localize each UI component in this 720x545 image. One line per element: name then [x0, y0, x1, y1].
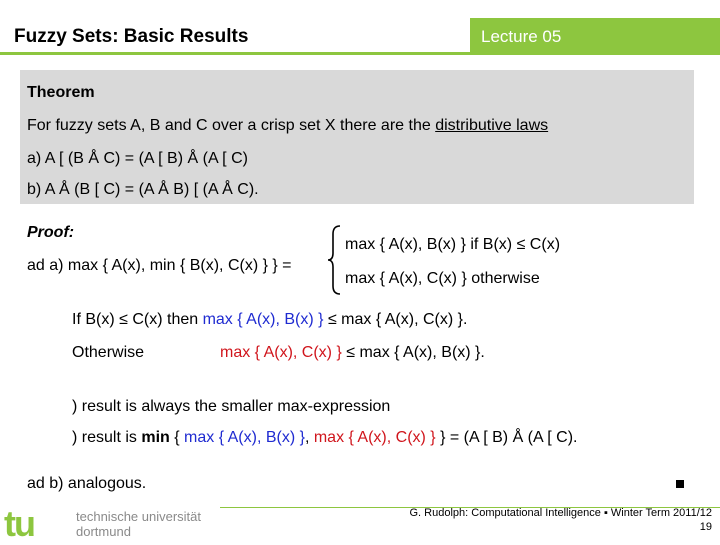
result-prefix: ) result is: [72, 429, 142, 446]
case-1: max { A(x), B(x) } if B(x) ≤ C(x): [345, 236, 561, 253]
otherwise-suffix: ≤ max { A(x), B(x) }.: [341, 344, 485, 361]
otherwise-label: Otherwise: [72, 344, 145, 361]
result-suffix: } = (A [ B) Å (A [ C).: [435, 429, 578, 446]
otherwise-line: [220, 344, 485, 362]
theorem-statement: [27, 117, 548, 135]
result-blue-expr: max { A(x), B(x) }: [184, 429, 305, 446]
law-a: a) A [ (B Å C) = (A [ B) Å (A [ C): [27, 150, 248, 167]
case-brace: [326, 224, 342, 296]
result-comma: ,: [304, 429, 314, 446]
theorem-statement-text: For fuzzy sets A, B and C over a crisp set X there are the: [27, 117, 436, 134]
page-number: 19: [699, 521, 712, 533]
logo-line-2: dortmund: [76, 524, 131, 539]
result-line-1: ) result is always the smaller max-expression: [72, 398, 391, 415]
footer-credit: G. Rudolph: Computational Intelligence ▪ Winter Term 2011/12: [409, 507, 712, 519]
qed-square-icon: [676, 480, 684, 488]
result-min: min: [141, 429, 170, 446]
result-red-expr: max { A(x), C(x) }: [313, 429, 436, 446]
proof-label: Proof:: [27, 224, 75, 241]
header-rule: [0, 52, 470, 55]
tu-logo: tu: [4, 503, 34, 544]
ad-a-lhs: ad a) max { A(x), min { B(x), C(x) } } =: [27, 257, 292, 274]
case-2: max { A(x), C(x) } otherwise: [345, 270, 540, 287]
otherwise-red-expr: max { A(x), C(x) }: [220, 344, 342, 361]
theorem-title: Theorem: [27, 84, 95, 101]
if-line-blue-expr: max { A(x), B(x) }: [202, 311, 324, 328]
if-line-suffix: ≤ max { A(x), C(x) }.: [323, 311, 468, 328]
law-b: b) A Å (B [ C) = (A Å B) [ (A Å C).: [27, 181, 259, 198]
distributive-laws-link[interactable]: distributive laws: [435, 117, 549, 134]
logo-line-1: technische universität: [76, 509, 202, 524]
lecture-label: Lecture 05: [481, 27, 562, 46]
if-line: [72, 311, 467, 329]
result-line-2: [72, 429, 577, 447]
slide-title: Fuzzy Sets: Basic Results: [14, 26, 249, 47]
result-open: {: [169, 429, 185, 446]
if-line-prefix: If B(x) ≤ C(x) then: [72, 311, 203, 328]
ad-b-line: ad b) analogous.: [27, 475, 147, 492]
